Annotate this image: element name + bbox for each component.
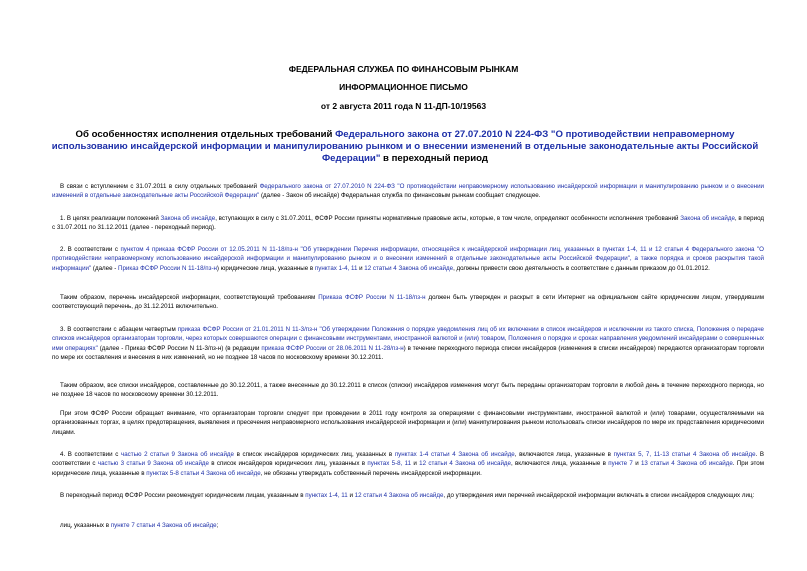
body-text: , включаются лица, указанные в: [514, 451, 614, 458]
paragraph-3-conclusion: [52, 381, 764, 400]
document-link[interactable]: пунктах 5, 7, 11-13 статьи 4 Закона об инсайде: [613, 451, 756, 458]
body-text: , включаются лица, указанные в: [510, 460, 609, 468]
document-link[interactable]: "Об утверждении Перечня информации, относящейся к инсайдерской информации лиц, указанных в пунктах 1-4, 11 и 12 статьи 4 Федерального закона "О противодействии неправомерному использованию инсайдерской информации и манипулированию рынком и о внесении изменений в отдельные законодательные акты Российской Федерации", а также порядка и сроков раскрытия такой информации": [52, 246, 764, 272]
body-text: , не обязаны утверждать собственный перечень инсайдерской информации.: [260, 469, 482, 477]
body-text: 3. В соответствии с абзацем четвертым: [60, 326, 178, 333]
document-link[interactable]: частью 2 статьи 9 Закона об инсайде: [121, 451, 234, 458]
subject-text-end: в переходный период: [380, 153, 488, 165]
body-text: (далее - Приказ ФСФР России N 11-3/пз-н) (в редакции: [97, 344, 262, 352]
document-link[interactable]: 12 статьи 4 Закона об инсайде: [419, 460, 511, 468]
document-link[interactable]: Федерального закона от 27.07.2010 N 224-ФЗ "О противодействии неправомерному использованию инсайдерской информации и манипулированию рынком и о внесении изменений в отдельные законодательные акты Российской Федерации": [52, 183, 765, 200]
paragraph-2: [52, 245, 764, 273]
paragraph-3: [52, 325, 764, 363]
document-link[interactable]: пунктах 5-8 статьи 4 Закона об инсайде: [146, 469, 261, 477]
paragraph-3-note: [52, 409, 764, 437]
subject-law-link[interactable]: Федерального закона от 27.07.2010 N 224-ФЗ "О противодействии неправомерному использованию инсайдерской информации и манипулированию рынком и о внесении изменений в отдельные законодательные акты Российской Федерации": [51, 129, 759, 165]
body-text: При этом ФСФР России обращает внимание, что организаторам торговли следует при проведении в 2011 году контроля за операциями с финансовыми инструментами, иностранной валютой и (или) товарами, осуществляемыми на организованных торгах, в целях предотвращения, выявления и пресечения неправомерного использования инсайдерской информации и (или) манипулирования рынком использовать списки инсайдеров по мере их представления юридическими лицами.: [52, 410, 764, 436]
document-link[interactable]: Закона об инсайде: [160, 215, 216, 222]
document-link[interactable]: приказа ФСФР России от 28.06.2011 N 11-28/пз-н: [261, 344, 404, 352]
document-link[interactable]: Закона об инсайде: [680, 215, 735, 222]
document-link[interactable]: пунктах 5-8, 11: [367, 460, 412, 468]
document-link[interactable]: пункте 7: [608, 460, 633, 468]
body-text: и: [411, 460, 420, 468]
paragraph-intro: [52, 182, 764, 201]
document-link[interactable]: 12 статьи 4 Закона об инсайде: [364, 264, 454, 272]
body-text: в список инсайдеров юридических лиц, указанных в: [208, 460, 368, 468]
body-text: , должны привести свою деятельность в соответствие с данным приказом до 01.01.2012.: [453, 264, 710, 272]
paragraph-4-recommendation: [52, 491, 764, 500]
list-item-first: [52, 521, 764, 530]
body-text: ;: [216, 522, 219, 529]
body-text: 2. В соответствии с: [60, 246, 121, 253]
body-text: ) юридические лица, указанные в: [216, 264, 315, 272]
document-link[interactable]: Приказа ФСФР России N 11-18/пз-н: [318, 294, 426, 301]
document-link[interactable]: частью 3 статьи 9 Закона об инсайде: [97, 460, 209, 468]
body-text: , до утверждения ими перечней инсайдерской информации включать в списки инсайдеров следующих лиц:: [443, 492, 755, 499]
document-subject: [44, 129, 766, 166]
body-text: , вступающих в силу с 31.07.2011, ФСФР России приняты нормативные правовые акты, которые, в том числе, определяют особенности исполнения требований: [215, 215, 681, 222]
body-text: 1. В целях реализации положений: [60, 215, 161, 222]
body-text: (далее - Закон об инсайде) Федеральная служба по финансовым рынкам сообщает следующее.: [259, 192, 541, 200]
document-link[interactable]: приказа ФСФР России от 21.01.2011 N 11-3/пз-н "Об утверждении Положения о порядке уведомления лиц об их включении в список инсайдеров и исключении из такого списка, Положения о передаче списков инсайдеров организаторам торговли, через которых совершаются операции с финансовыми инструментами, иностранной валютой и (или) товаром, Положения о порядке и сроках направления уведомлений инсайдерами о совершенных ими операциях": [52, 326, 764, 352]
paragraph-2-conclusion: [52, 293, 764, 312]
body-text: , в период с 31.07.2011 по 31.12.2011 (далее - переходный период).: [52, 215, 764, 232]
document-link[interactable]: 12 статьи 4 Закона об инсайде: [354, 492, 444, 499]
body-text: (далее -: [91, 264, 119, 272]
document-link[interactable]: Приказ ФСФР России N 11-18/пз-н: [118, 264, 217, 272]
body-text: . При этом юридические лица, указанные в: [52, 460, 764, 477]
body-text: должен быть утвержден и раскрыт в сети Интернет на официальном сайте юридическим лицом, утвердившим соответствующий перечень, до 31.12.2011 включительно.: [52, 294, 764, 311]
body-text: В переходный период ФСФР России рекомендует юридическим лицам, указанным в: [60, 492, 306, 499]
body-text: 4. В соответствии с: [60, 451, 121, 458]
body-text: Таким образом, все списки инсайдеров, составленные до 30.12.2011, а также внесенные до 30.12.2011 в список (списки) инсайдеров изменения могут быть переданы организаторам торговли в любой день в течение переходного периода, но не позднее 18 часов по московскому времени 30.12.2011.: [52, 382, 764, 399]
body-text: . В соответствии с: [52, 451, 764, 468]
body-text: Таким образом, перечень инсайдерской информации, соответствующий требованиям: [60, 294, 319, 301]
document-date-number: от 2 августа 2011 года N 11-ДП-10/19563: [320, 101, 487, 111]
document-link[interactable]: пункте 7 статьи 4 Закона об инсайде: [110, 522, 217, 529]
body-text: и: [347, 492, 355, 499]
body-text: лиц, указанных в: [60, 522, 111, 529]
body-text: В связи с вступлением с 31.07.2011 в силу отдельных требований: [60, 183, 260, 190]
document-link[interactable]: пунктах 1-4 статьи 4 Закона об инсайде: [394, 451, 515, 458]
document-type: ИНФОРМАЦИОННОЕ ПИСЬМО: [339, 82, 468, 92]
paragraph-1: [52, 214, 764, 233]
document-link[interactable]: пунктах 1-4, 11: [314, 264, 358, 272]
document-link[interactable]: пунктах 1-4, 11: [305, 492, 348, 499]
body-text: и: [632, 460, 641, 468]
subject-text-start: Об особенностях исполнения отдельных требований: [75, 129, 336, 140]
body-text: ) в течение переходного периода списки инсайдеров (изменения в списки инсайдеров) передаются организаторам торговли по мере их составления и внесения в них изменений, но не позднее 18 часов по московскому времени 30.12.2011.: [52, 344, 764, 362]
body-text: и: [357, 264, 365, 272]
body-text: в список инсайдеров юридических лиц, указанных в: [233, 451, 395, 458]
paragraph-4: [52, 450, 764, 478]
document-link[interactable]: пунктом 4 приказа ФСФР России от 12.05.2011 N 11-18/пз-н: [120, 246, 298, 253]
agency-name: ФЕДЕРАЛЬНАЯ СЛУЖБА ПО ФИНАНСОВЫМ РЫНКАМ: [288, 64, 519, 74]
document-link[interactable]: 13 статьи 4 Закона об инсайде: [640, 460, 733, 468]
